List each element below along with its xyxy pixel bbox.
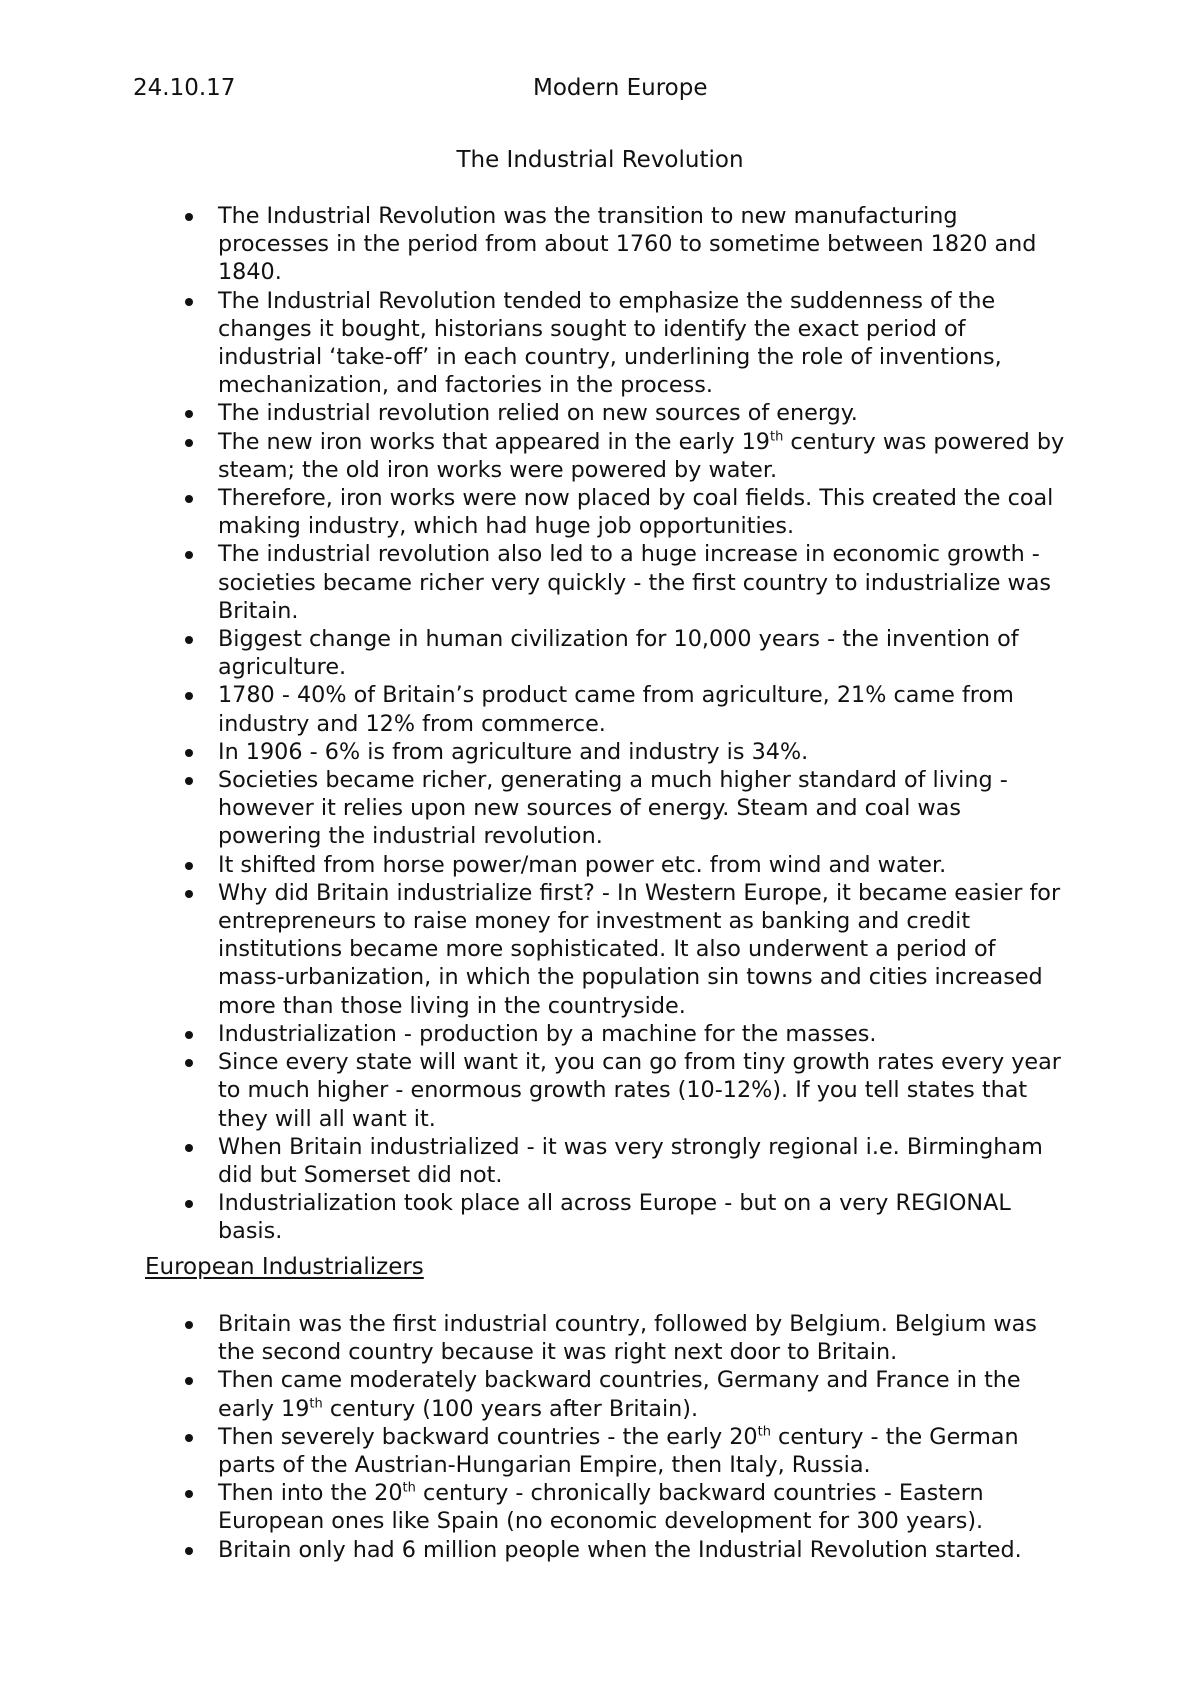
section-heading: European Industrializers bbox=[145, 1254, 424, 1280]
bullet-item: Britain was the first industrial country, followed by Belgium. Belgium was the second country because it was right next door to Britain. bbox=[218, 1310, 1068, 1366]
bullet-item: The Industrial Revolution tended to emphasize the suddenness of the changes it bought, historians sought to identify the exact period of industrial ‘take-off’ in each country, underlining the role of inventions, mechanization, and factories in the process. bbox=[218, 287, 1068, 400]
bullet-item: Why did Britain industrialize first? - In Western Europe, it became easier for entrepreneurs to raise money for investment as banking and credit institutions became more sophisticated. It also underwent a period of mass-urbanization, in which the population sin towns and cities increased more than those living in the countryside. bbox=[218, 879, 1068, 1020]
bullet-text: century - the German parts of the Austrian-Hungarian Empire, then Italy, Russia. bbox=[218, 1423, 1019, 1479]
main-bullet-list bbox=[218, 202, 1068, 1246]
document-title: The Industrial Revolution bbox=[456, 147, 744, 173]
bullet-item: Britain only had 6 million people when the Industrial Revolution started. bbox=[218, 1536, 1068, 1564]
bullet-item: Therefore, iron works were now placed by coal fields. This created the coal making industry, which had huge job opportunities. bbox=[218, 484, 1068, 540]
bullet-text: Then into the 20 bbox=[218, 1480, 403, 1507]
header-course-name: Modern Europe bbox=[533, 75, 708, 101]
bullet-item bbox=[218, 1366, 1068, 1422]
bullet-item bbox=[218, 428, 1068, 484]
bullet-item: When Britain industrialized - it was very strongly regional i.e. Birmingham did but Somerset did not. bbox=[218, 1133, 1068, 1189]
ordinal-suffix: th bbox=[309, 1396, 323, 1412]
ordinal-suffix: th bbox=[757, 1424, 771, 1440]
ordinal-suffix: th bbox=[402, 1480, 416, 1496]
bullet-item bbox=[218, 1423, 1068, 1479]
bullet-item: 1780 - 40% of Britain’s product came from agriculture, 21% came from industry and 12% from commerce. bbox=[218, 681, 1068, 737]
bullet-item: Industrialization took place all across Europe - but on a very REGIONAL basis. bbox=[218, 1189, 1068, 1245]
bullet-item: Societies became richer, generating a much higher standard of living - however it relies upon new sources of energy. Steam and coal was powering the industrial revolution. bbox=[218, 766, 1068, 851]
bullet-item: It shifted from horse power/man power etc. from wind and water. bbox=[218, 851, 1068, 879]
bullet-item: The industrial revolution relied on new sources of energy. bbox=[218, 399, 1068, 427]
bullet-item: In 1906 - 6% is from agriculture and industry is 34%. bbox=[218, 738, 1068, 766]
bullet-item: Industrialization - production by a machine for the masses. bbox=[218, 1020, 1068, 1048]
bullet-text: century was powered by steam; the old iron works were powered by water. bbox=[218, 428, 1065, 483]
bullet-item: Since every state will want it, you can go from tiny growth rates every year to much higher - enormous growth rates (10-12%). If you tell states that they will all want it. bbox=[218, 1048, 1068, 1133]
bullet-item: The industrial revolution also led to a huge increase in economic growth - societies became richer very quickly - the first country to industrialize was Britain. bbox=[218, 540, 1068, 625]
bullet-text: century (100 years after Britain). bbox=[322, 1395, 699, 1422]
bullet-text: The new iron works that appeared in the early 19 bbox=[218, 428, 770, 455]
bullet-item: Biggest change in human civilization for 10,000 years - the invention of agriculture. bbox=[218, 625, 1068, 681]
bullet-text: Then severely backward countries - the early 20 bbox=[218, 1423, 758, 1450]
ordinal-suffix: th bbox=[769, 429, 784, 445]
section-bullet-list bbox=[218, 1310, 1068, 1564]
bullet-text: Then came moderately backward countries, Germany and France in the early 19 bbox=[218, 1367, 1021, 1422]
bullet-item bbox=[218, 1479, 1068, 1535]
bullet-item: The Industrial Revolution was the transition to new manufacturing processes in the period from about 1760 to sometime between 1820 and 1840. bbox=[218, 202, 1068, 287]
header-date: 24.10.17 bbox=[133, 75, 236, 101]
bullet-text: century - chronically backward countries - Eastern European ones like Spain (no economic development for 300 years). bbox=[218, 1480, 984, 1535]
